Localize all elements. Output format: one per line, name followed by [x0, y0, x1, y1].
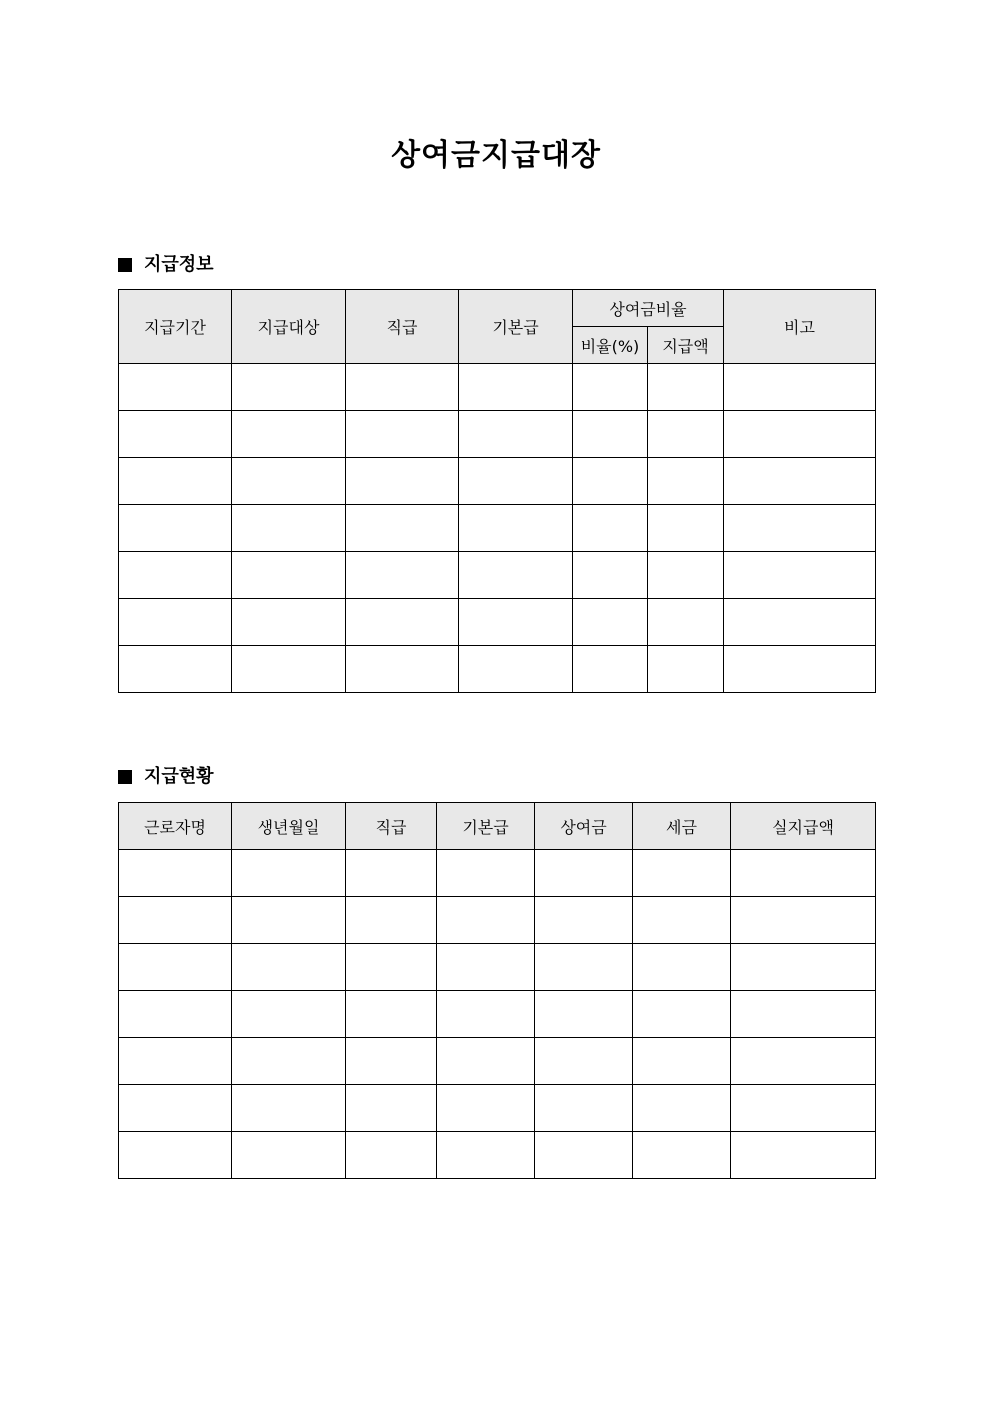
table-cell[interactable]	[119, 897, 232, 944]
table-row	[119, 1038, 876, 1085]
table-row	[119, 364, 876, 411]
table-cell[interactable]	[724, 646, 876, 693]
header-net-payment: 실지급액	[731, 803, 876, 850]
table-cell[interactable]	[731, 897, 876, 944]
table-cell[interactable]	[535, 1132, 633, 1179]
table-cell[interactable]	[724, 552, 876, 599]
table-row	[119, 552, 876, 599]
table-cell[interactable]	[633, 944, 731, 991]
table-cell[interactable]	[724, 599, 876, 646]
table-cell[interactable]	[232, 1085, 346, 1132]
table-cell[interactable]	[724, 411, 876, 458]
table-cell[interactable]	[119, 1038, 232, 1085]
table-cell[interactable]	[346, 505, 459, 552]
header-ratio-percent: 비율(%)	[573, 327, 648, 364]
document-title: 상여금지급대장	[391, 138, 601, 173]
table-cell[interactable]	[232, 364, 346, 411]
table-cell[interactable]	[459, 599, 573, 646]
header-base-pay: 기본급	[459, 290, 573, 364]
header-target: 지급대상	[232, 290, 346, 364]
table-cell[interactable]	[724, 364, 876, 411]
table-cell[interactable]	[119, 991, 232, 1038]
table-cell[interactable]	[633, 1085, 731, 1132]
table-cell[interactable]	[648, 411, 724, 458]
table-cell[interactable]	[573, 599, 648, 646]
table-cell[interactable]	[232, 458, 346, 505]
table-cell[interactable]	[346, 599, 459, 646]
table-cell[interactable]	[731, 1085, 876, 1132]
square-bullet-icon	[118, 770, 132, 784]
table-cell[interactable]	[731, 991, 876, 1038]
table-cell[interactable]	[633, 1038, 731, 1085]
table-row	[119, 850, 876, 897]
table-cell[interactable]	[437, 897, 535, 944]
square-bullet-icon	[118, 258, 132, 272]
table-cell[interactable]	[648, 552, 724, 599]
table-cell[interactable]	[724, 458, 876, 505]
table-cell[interactable]	[232, 944, 346, 991]
table-cell[interactable]	[437, 1085, 535, 1132]
header-period: 지급기간	[119, 290, 232, 364]
table-cell[interactable]	[535, 1085, 633, 1132]
table-cell[interactable]	[648, 505, 724, 552]
table-row	[119, 458, 876, 505]
table-cell[interactable]	[346, 1132, 437, 1179]
table-cell[interactable]	[633, 850, 731, 897]
table-cell[interactable]	[535, 850, 633, 897]
table-cell[interactable]	[232, 850, 346, 897]
table-cell[interactable]	[119, 944, 232, 991]
header-worker-name: 근로자명	[119, 803, 232, 850]
table-cell[interactable]	[459, 411, 573, 458]
table-row	[119, 991, 876, 1038]
table-cell[interactable]	[648, 364, 724, 411]
table-cell[interactable]	[459, 552, 573, 599]
table-cell[interactable]	[437, 944, 535, 991]
payment-status-table	[118, 802, 876, 1179]
table-cell[interactable]	[573, 552, 648, 599]
header-amount: 지급액	[648, 327, 724, 364]
table-cell[interactable]	[648, 646, 724, 693]
table-cell[interactable]	[459, 458, 573, 505]
table-cell[interactable]	[232, 897, 346, 944]
table-cell[interactable]	[346, 897, 437, 944]
table-cell[interactable]	[633, 1132, 731, 1179]
table-cell[interactable]	[346, 646, 459, 693]
table-cell[interactable]	[346, 850, 437, 897]
table-cell[interactable]	[573, 458, 648, 505]
table-cell[interactable]	[535, 944, 633, 991]
table-cell[interactable]	[648, 458, 724, 505]
header-rank: 직급	[346, 803, 437, 850]
table-cell[interactable]	[535, 897, 633, 944]
section-heading-payment-info	[118, 253, 214, 277]
table-cell[interactable]	[232, 1038, 346, 1085]
table-cell[interactable]	[437, 1038, 535, 1085]
table-cell[interactable]	[573, 364, 648, 411]
table-cell[interactable]	[731, 944, 876, 991]
table-cell[interactable]	[459, 646, 573, 693]
table-cell[interactable]	[119, 646, 232, 693]
header-birth-date: 생년월일	[232, 803, 346, 850]
table-cell[interactable]	[232, 505, 346, 552]
table-cell[interactable]	[232, 991, 346, 1038]
table-cell[interactable]	[232, 552, 346, 599]
table-cell[interactable]	[633, 897, 731, 944]
table-cell[interactable]	[573, 505, 648, 552]
table-cell[interactable]	[459, 364, 573, 411]
table-cell[interactable]	[119, 552, 232, 599]
table-row	[119, 1132, 876, 1179]
header-rank: 직급	[346, 290, 459, 364]
table-cell[interactable]	[731, 1132, 876, 1179]
table-cell[interactable]	[573, 411, 648, 458]
table-row	[119, 1085, 876, 1132]
table-cell[interactable]	[535, 1038, 633, 1085]
table-cell[interactable]	[535, 991, 633, 1038]
table-row	[119, 599, 876, 646]
table-cell[interactable]	[119, 458, 232, 505]
table-row	[119, 411, 876, 458]
table-cell[interactable]	[346, 364, 459, 411]
table-cell[interactable]	[232, 599, 346, 646]
table-cell[interactable]	[119, 505, 232, 552]
table-cell[interactable]	[119, 364, 232, 411]
table-cell[interactable]	[346, 944, 437, 991]
section-heading-label: 지급정보	[144, 254, 214, 275]
table-cell[interactable]	[437, 850, 535, 897]
table-cell[interactable]	[437, 991, 535, 1038]
table-cell[interactable]	[346, 458, 459, 505]
table-cell[interactable]	[119, 850, 232, 897]
table-cell[interactable]	[119, 411, 232, 458]
table-cell[interactable]	[346, 552, 459, 599]
table-cell[interactable]	[346, 411, 459, 458]
table-cell[interactable]	[119, 1132, 232, 1179]
table-cell[interactable]	[232, 1132, 346, 1179]
table-row	[119, 505, 876, 552]
section-heading-label: 지급현황	[144, 766, 214, 787]
table-row	[119, 897, 876, 944]
table-cell[interactable]	[346, 991, 437, 1038]
table-cell[interactable]	[573, 646, 648, 693]
table-cell[interactable]	[437, 1132, 535, 1179]
table-cell[interactable]	[648, 599, 724, 646]
header-tax: 세금	[633, 803, 731, 850]
table-cell[interactable]	[346, 1085, 437, 1132]
header-base-pay: 기본급	[437, 803, 535, 850]
table-cell[interactable]	[459, 505, 573, 552]
table-cell[interactable]	[731, 850, 876, 897]
header-bonus-ratio: 상여금비율	[573, 290, 724, 327]
table-cell[interactable]	[633, 991, 731, 1038]
header-remarks: 비고	[724, 290, 876, 364]
header-bonus: 상여금	[535, 803, 633, 850]
section-heading-payment-status	[118, 765, 214, 789]
table-cell[interactable]	[232, 646, 346, 693]
table-cell[interactable]	[119, 599, 232, 646]
table-cell[interactable]	[731, 1038, 876, 1085]
table-row	[119, 944, 876, 991]
table-cell[interactable]	[724, 505, 876, 552]
table-cell[interactable]	[232, 411, 346, 458]
payment-info-table	[118, 289, 876, 693]
table-row	[119, 646, 876, 693]
table-cell[interactable]	[119, 1085, 232, 1132]
table-cell[interactable]	[346, 1038, 437, 1085]
